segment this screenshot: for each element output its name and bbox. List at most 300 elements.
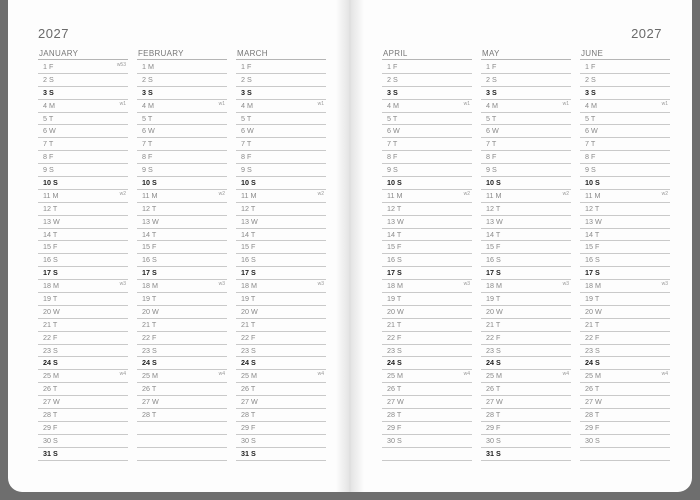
day-label: 27 W: [387, 397, 404, 407]
day-row[interactable]: [481, 422, 571, 435]
day-label: 3 S: [486, 87, 497, 97]
day-row[interactable]: [481, 100, 571, 113]
day-row[interactable]: [38, 138, 128, 151]
day-row[interactable]: [236, 229, 326, 242]
day-row[interactable]: [236, 280, 326, 293]
month-name: JANUARY: [38, 48, 128, 60]
day-label: 25 M: [241, 371, 257, 381]
day-row[interactable]: [38, 151, 128, 164]
day-row[interactable]: [137, 61, 227, 74]
right-year: 2027: [631, 26, 662, 41]
day-label: 7 T: [387, 139, 398, 149]
day-row[interactable]: [137, 203, 227, 216]
day-row[interactable]: [580, 151, 670, 164]
week-number: w4: [661, 371, 668, 378]
day-label: 11 M: [486, 190, 502, 200]
day-label: 15 F: [486, 242, 501, 252]
day-row[interactable]: [382, 345, 472, 358]
day-row[interactable]: [38, 306, 128, 319]
day-label: 22 F: [142, 332, 157, 342]
day-row[interactable]: [38, 74, 128, 87]
day-row[interactable]: [236, 74, 326, 87]
day-label: 19 T: [142, 294, 157, 304]
day-row[interactable]: [382, 396, 472, 409]
day-row[interactable]: [481, 216, 571, 229]
day-label: 9 S: [387, 165, 398, 175]
day-row[interactable]: [580, 306, 670, 319]
day-row[interactable]: [236, 113, 326, 126]
day-label: 23 S: [486, 345, 501, 355]
day-label: 22 F: [43, 332, 58, 342]
day-label: 7 T: [486, 139, 497, 149]
day-label: 29 F: [486, 422, 501, 432]
day-label: 23 S: [142, 345, 157, 355]
day-row[interactable]: [236, 345, 326, 358]
day-label: 3 S: [241, 87, 252, 97]
day-label: 6 W: [142, 126, 155, 136]
day-label: 21 T: [142, 319, 157, 329]
day-row[interactable]: [382, 216, 472, 229]
day-row[interactable]: [236, 177, 326, 190]
day-row[interactable]: [137, 293, 227, 306]
day-label: 19 T: [387, 294, 402, 304]
day-row[interactable]: [481, 448, 571, 461]
day-row[interactable]: [236, 370, 326, 383]
day-row[interactable]: [481, 319, 571, 332]
day-row[interactable]: [236, 151, 326, 164]
month-name: MARCH: [236, 48, 326, 60]
day-row[interactable]: [580, 409, 670, 422]
day-row[interactable]: [38, 332, 128, 345]
day-row[interactable]: [382, 267, 472, 280]
day-label: 29 F: [387, 422, 402, 432]
day-label: 10 S: [486, 178, 501, 188]
day-row[interactable]: [382, 357, 472, 370]
day-row[interactable]: [38, 203, 128, 216]
month-name: FEBRUARY: [137, 48, 227, 60]
day-label: 24 S: [241, 358, 256, 368]
day-row[interactable]: [137, 383, 227, 396]
day-label: 22 F: [241, 332, 256, 342]
week-number: w3: [119, 281, 126, 288]
day-row[interactable]: [137, 229, 227, 242]
day-label: 22 F: [486, 332, 501, 342]
day-row[interactable]: [137, 280, 227, 293]
day-row[interactable]: [382, 203, 472, 216]
day-row[interactable]: [382, 383, 472, 396]
day-row[interactable]: [236, 293, 326, 306]
day-label: 7 T: [585, 139, 596, 149]
day-label: 13 W: [387, 216, 404, 226]
day-row[interactable]: [236, 396, 326, 409]
day-row[interactable]: [38, 396, 128, 409]
day-row[interactable]: [580, 396, 670, 409]
day-label: 28 T: [585, 410, 600, 420]
day-row[interactable]: [481, 138, 571, 151]
day-row[interactable]: [580, 383, 670, 396]
day-row[interactable]: [137, 357, 227, 370]
day-row[interactable]: [580, 61, 670, 74]
week-number: w2: [661, 190, 668, 197]
day-label: 27 W: [142, 397, 159, 407]
week-number: w3: [317, 281, 324, 288]
day-label: 20 W: [486, 306, 503, 316]
day-row[interactable]: [382, 74, 472, 87]
day-row[interactable]: [236, 216, 326, 229]
day-label: 25 M: [142, 371, 158, 381]
day-row[interactable]: [580, 254, 670, 267]
day-row[interactable]: [382, 177, 472, 190]
day-row[interactable]: [481, 345, 571, 358]
day-label: 30 S: [585, 435, 600, 445]
day-row[interactable]: [580, 332, 670, 345]
day-row[interactable]: [382, 61, 472, 74]
day-row[interactable]: [382, 190, 472, 203]
day-row[interactable]: [580, 229, 670, 242]
day-row[interactable]: [137, 306, 227, 319]
day-label: 31 S: [43, 448, 58, 458]
day-row[interactable]: [580, 319, 670, 332]
day-row[interactable]: [481, 74, 571, 87]
day-label: 21 T: [486, 319, 501, 329]
day-row[interactable]: [236, 267, 326, 280]
day-label: 3 S: [585, 87, 596, 97]
day-row[interactable]: [580, 138, 670, 151]
day-row[interactable]: [382, 125, 472, 138]
day-row[interactable]: [236, 254, 326, 267]
week-number: w3: [661, 281, 668, 288]
day-row[interactable]: [137, 370, 227, 383]
day-label: 6 W: [387, 126, 400, 136]
day-row[interactable]: [38, 61, 128, 74]
day-label: 15 F: [387, 242, 402, 252]
day-label: 21 T: [43, 319, 58, 329]
day-row[interactable]: [580, 345, 670, 358]
day-row[interactable]: [236, 422, 326, 435]
day-row[interactable]: [236, 357, 326, 370]
week-number: w4: [463, 371, 470, 378]
day-row[interactable]: [236, 61, 326, 74]
day-label: 2 S: [486, 74, 497, 84]
day-row[interactable]: [137, 448, 227, 461]
day-row[interactable]: [38, 125, 128, 138]
day-row[interactable]: [38, 435, 128, 448]
left-year: 2027: [38, 26, 69, 41]
day-row[interactable]: [38, 113, 128, 126]
day-label: 29 F: [585, 422, 600, 432]
day-row[interactable]: [580, 216, 670, 229]
day-row[interactable]: [382, 422, 472, 435]
day-row[interactable]: [382, 241, 472, 254]
day-row[interactable]: [38, 267, 128, 280]
day-row[interactable]: [236, 100, 326, 113]
day-row[interactable]: [382, 448, 472, 461]
day-row[interactable]: [236, 125, 326, 138]
day-label: 25 M: [486, 371, 502, 381]
day-label: 13 W: [585, 216, 602, 226]
day-label: 21 T: [241, 319, 256, 329]
day-row[interactable]: [481, 203, 571, 216]
day-row[interactable]: [38, 422, 128, 435]
day-row[interactable]: [38, 190, 128, 203]
day-label: 26 T: [43, 384, 58, 394]
day-label: 26 T: [387, 384, 402, 394]
day-row[interactable]: [382, 151, 472, 164]
day-row[interactable]: [137, 164, 227, 177]
day-row[interactable]: [137, 113, 227, 126]
day-row[interactable]: [580, 422, 670, 435]
day-label: 18 M: [43, 281, 59, 291]
day-row[interactable]: [382, 409, 472, 422]
day-row[interactable]: [137, 319, 227, 332]
day-row[interactable]: [236, 138, 326, 151]
day-row[interactable]: [382, 293, 472, 306]
day-label: 8 F: [43, 152, 54, 162]
day-label: 25 M: [387, 371, 403, 381]
day-row[interactable]: [236, 332, 326, 345]
day-row[interactable]: [137, 216, 227, 229]
day-row[interactable]: [382, 332, 472, 345]
day-label: 22 F: [387, 332, 402, 342]
day-row[interactable]: [580, 280, 670, 293]
day-row[interactable]: [382, 306, 472, 319]
day-row[interactable]: [580, 357, 670, 370]
day-row[interactable]: [38, 370, 128, 383]
day-row[interactable]: [580, 448, 670, 461]
day-row[interactable]: [236, 448, 326, 461]
day-row[interactable]: [580, 241, 670, 254]
day-row[interactable]: [38, 216, 128, 229]
day-label: 14 T: [585, 229, 600, 239]
day-row[interactable]: [481, 177, 571, 190]
day-row[interactable]: [38, 409, 128, 422]
day-row[interactable]: [137, 345, 227, 358]
day-label: 9 S: [142, 165, 153, 175]
day-row[interactable]: [580, 177, 670, 190]
week-number: w2: [463, 190, 470, 197]
day-row[interactable]: [580, 125, 670, 138]
day-row[interactable]: [137, 138, 227, 151]
day-row[interactable]: [481, 151, 571, 164]
day-row[interactable]: [382, 370, 472, 383]
day-label: 11 M: [585, 190, 601, 200]
week-number: w4: [562, 371, 569, 378]
week-number: w1: [119, 100, 126, 107]
day-label: 10 S: [585, 178, 600, 188]
day-row[interactable]: [236, 435, 326, 448]
week-number: w3: [562, 281, 569, 288]
day-row[interactable]: [481, 370, 571, 383]
day-row[interactable]: [236, 203, 326, 216]
day-row[interactable]: [137, 125, 227, 138]
day-label: 16 S: [142, 255, 157, 265]
day-row[interactable]: [137, 435, 227, 448]
day-label: 1 F: [387, 62, 398, 71]
day-row[interactable]: [236, 383, 326, 396]
day-row[interactable]: [236, 164, 326, 177]
day-row[interactable]: [382, 229, 472, 242]
day-row[interactable]: [481, 61, 571, 74]
day-row[interactable]: [580, 74, 670, 87]
day-label: 11 M: [241, 190, 257, 200]
day-row[interactable]: [580, 267, 670, 280]
day-row[interactable]: [481, 164, 571, 177]
day-row[interactable]: [481, 229, 571, 242]
day-row[interactable]: [137, 151, 227, 164]
day-row[interactable]: [38, 345, 128, 358]
day-row[interactable]: [137, 87, 227, 100]
week-number: w4: [317, 371, 324, 378]
day-label: 18 M: [387, 281, 403, 291]
day-row[interactable]: [38, 229, 128, 242]
day-label: 15 F: [241, 242, 256, 252]
day-row[interactable]: [382, 113, 472, 126]
day-row[interactable]: [236, 319, 326, 332]
day-row[interactable]: [137, 422, 227, 435]
day-label: 17 S: [142, 268, 157, 278]
day-label: 30 S: [241, 435, 256, 445]
day-row[interactable]: [481, 306, 571, 319]
day-label: 17 S: [486, 268, 501, 278]
day-label: 16 S: [486, 255, 501, 265]
day-row[interactable]: [580, 370, 670, 383]
day-row[interactable]: [236, 409, 326, 422]
day-label: 19 T: [241, 294, 256, 304]
day-row[interactable]: [481, 293, 571, 306]
day-label: 28 T: [486, 410, 501, 420]
day-row[interactable]: [137, 267, 227, 280]
week-number: w2: [119, 190, 126, 197]
day-label: 18 M: [486, 281, 502, 291]
day-label: 4 M: [486, 100, 498, 110]
day-label: 1 F: [585, 62, 596, 71]
day-label: 4 M: [585, 100, 597, 110]
day-row[interactable]: [236, 241, 326, 254]
day-label: 13 W: [43, 216, 60, 226]
day-row[interactable]: [137, 177, 227, 190]
day-row[interactable]: [137, 254, 227, 267]
day-row[interactable]: [481, 383, 571, 396]
day-label: 20 W: [142, 306, 159, 316]
day-label: 20 W: [241, 306, 258, 316]
day-row[interactable]: [38, 241, 128, 254]
day-row[interactable]: [236, 87, 326, 100]
day-row[interactable]: [481, 396, 571, 409]
day-row[interactable]: [580, 113, 670, 126]
day-row[interactable]: [137, 409, 227, 422]
day-row[interactable]: [137, 74, 227, 87]
day-label: 24 S: [387, 358, 402, 368]
day-row[interactable]: [137, 332, 227, 345]
day-row[interactable]: [481, 241, 571, 254]
day-row[interactable]: [236, 306, 326, 319]
day-row[interactable]: [382, 138, 472, 151]
day-row[interactable]: [38, 164, 128, 177]
day-row[interactable]: [580, 293, 670, 306]
day-label: 14 T: [142, 229, 157, 239]
day-row[interactable]: [38, 177, 128, 190]
day-row[interactable]: [38, 319, 128, 332]
day-label: 15 F: [142, 242, 157, 252]
day-label: 30 S: [387, 435, 402, 445]
day-row[interactable]: [580, 203, 670, 216]
day-row[interactable]: [382, 164, 472, 177]
week-number: w1: [317, 100, 324, 107]
day-label: 30 S: [486, 435, 501, 445]
day-row[interactable]: [580, 87, 670, 100]
day-label: 26 T: [585, 384, 600, 394]
day-row[interactable]: [481, 113, 571, 126]
day-row[interactable]: [137, 100, 227, 113]
day-row[interactable]: [236, 190, 326, 203]
day-row[interactable]: [481, 254, 571, 267]
day-row[interactable]: [382, 254, 472, 267]
day-row[interactable]: [38, 357, 128, 370]
day-row[interactable]: [38, 448, 128, 461]
week-number: w53: [116, 62, 126, 68]
day-label: 6 W: [43, 126, 56, 136]
day-row[interactable]: [481, 87, 571, 100]
day-label: 12 T: [142, 203, 157, 213]
day-label: 3 S: [387, 87, 398, 97]
day-row[interactable]: [38, 100, 128, 113]
day-row[interactable]: [481, 190, 571, 203]
day-row[interactable]: [38, 280, 128, 293]
day-row[interactable]: [580, 164, 670, 177]
day-row[interactable]: [382, 87, 472, 100]
day-label: 20 W: [43, 306, 60, 316]
day-label: 9 S: [43, 165, 54, 175]
day-label: 22 F: [585, 332, 600, 342]
day-row[interactable]: [382, 319, 472, 332]
day-label: 6 W: [486, 126, 499, 136]
day-label: 27 W: [585, 397, 602, 407]
month-column-february: [137, 48, 227, 461]
day-label: 10 S: [241, 178, 256, 188]
day-label: 5 T: [585, 113, 596, 123]
day-row[interactable]: [481, 267, 571, 280]
day-label: 24 S: [43, 358, 58, 368]
week-number: w3: [218, 281, 225, 288]
day-row[interactable]: [382, 435, 472, 448]
day-row[interactable]: [382, 100, 472, 113]
day-label: 24 S: [486, 358, 501, 368]
day-label: 12 T: [241, 203, 256, 213]
day-row[interactable]: [481, 280, 571, 293]
day-label: 24 S: [142, 358, 157, 368]
day-row[interactable]: [382, 280, 472, 293]
day-row[interactable]: [580, 190, 670, 203]
day-row[interactable]: [481, 435, 571, 448]
day-label: 25 M: [43, 371, 59, 381]
day-row[interactable]: [38, 87, 128, 100]
month-name: MAY: [481, 48, 571, 60]
day-row[interactable]: [580, 100, 670, 113]
day-row[interactable]: [137, 190, 227, 203]
day-label: 11 M: [387, 190, 403, 200]
day-row[interactable]: [137, 241, 227, 254]
day-row[interactable]: [481, 357, 571, 370]
day-row[interactable]: [137, 396, 227, 409]
day-row[interactable]: [481, 125, 571, 138]
day-row[interactable]: [38, 254, 128, 267]
day-row[interactable]: [580, 435, 670, 448]
day-row[interactable]: [481, 332, 571, 345]
day-row[interactable]: [38, 293, 128, 306]
day-label: 8 F: [142, 152, 153, 162]
day-row[interactable]: [481, 409, 571, 422]
day-row[interactable]: [38, 383, 128, 396]
